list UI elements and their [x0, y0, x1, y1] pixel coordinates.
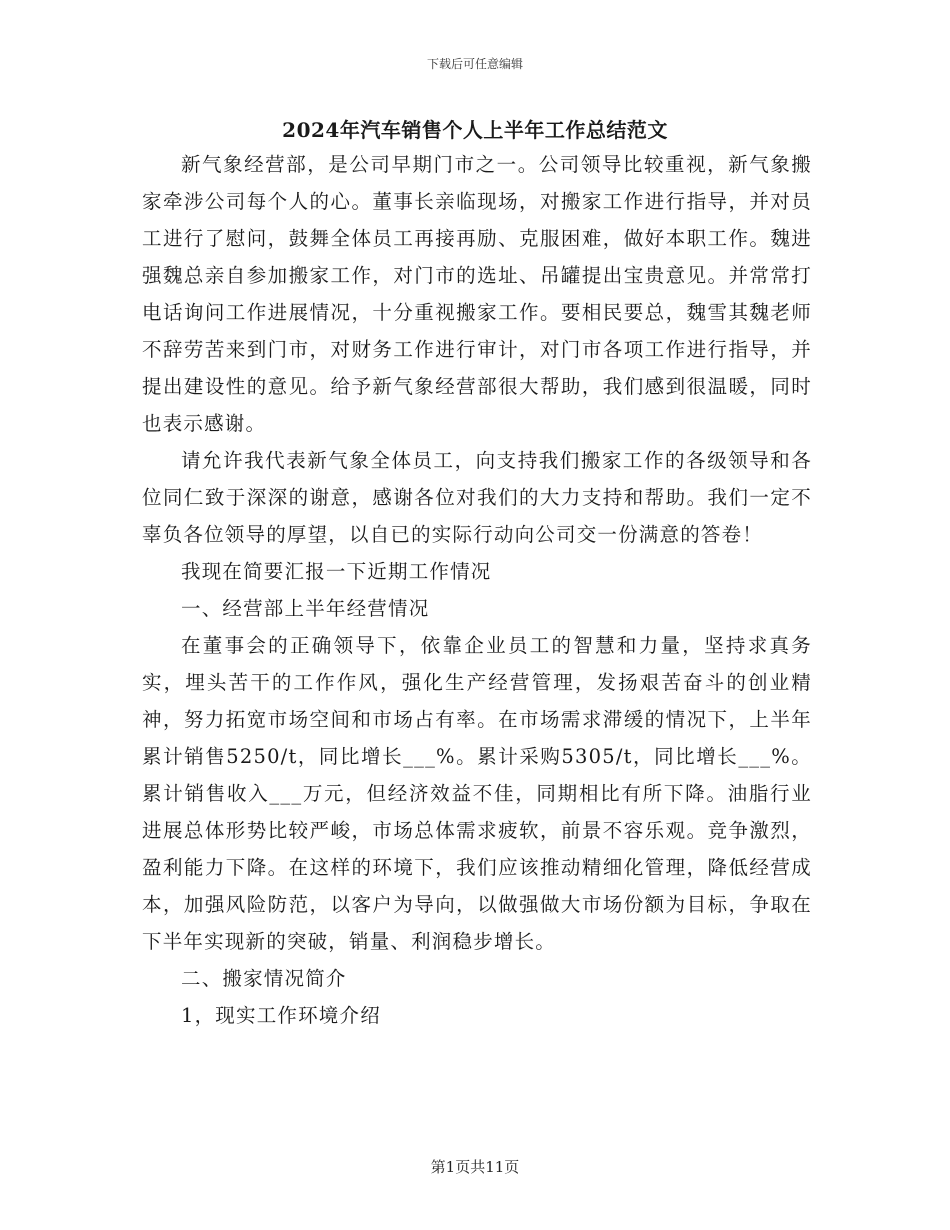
header-note: 下载后可任意编辑 — [426, 57, 523, 71]
paragraph-thanks: 请允许我代表新气象全体员工，向支持我们搬家工作的各级领导和各位同仁致于深深的谢意，感谢各位对我们的大力支持和帮助。我们一定不辜负各位领导的厚望，以自已的实际行动向公司交一份满意的答卷！ — [142, 449, 812, 546]
document-body — [142, 146, 812, 1034]
section-heading-1: 一、经营部上半年经营情况 — [181, 597, 430, 620]
document-title: 2024年汽车销售个人上半年工作总结范文 — [282, 118, 668, 142]
paragraph-operations: 在董事会的正确领导下，依靠企业员工的智慧和力量，坚持求真务实，埋头苦干的工作作风，强化生产经营管理，发扬艰苦奋斗的创业精神，努力拓宽市场空间和市场占有率。在市场需求滞缓的情况下，上半年累计销售5250/t，同比增长___%。累计采购5305/t，同比增长___%。累计销售收入___万元，但经济效益不佳，同期相比有所下降。油脂行业进展总体形势比较严峻，市场总体需求疲软，前景不容乐观。竞争激烈，盈利能力下降。在这样的环境下，我们应该推动精细化管理，降低经营成本，加强风险防范，以客户为导向，以做强做大市场份额为目标，争取在下半年实现新的突破，销量、利润稳步增长。 — [142, 634, 812, 953]
paragraph-report-lead: 我现在简要汇报一下近期工作情况 — [181, 560, 492, 583]
subsection-heading-1: 1，现实工作环境介绍 — [181, 1004, 381, 1027]
section-heading-2: 二、搬家情况简介 — [181, 967, 347, 990]
paragraph-intro: 新气象经营部，是公司早期门市之一。公司领导比较重视，新气象搬家牵涉公司每个人的心。董事长亲临现场，对搬家工作进行指导，并对员工进行了慰问，鼓舞全体员工再接再励、克服困难，做好本职工作。魏进强魏总亲自参加搬家工作，对门市的选址、吊罐提出宝贵意见。并常常打电话询问工作进展情况，十分重视搬家工作。要相民要总，魏雪其魏老师不辞劳苦来到门市，对财务工作进行审计，对门市各项工作进行指导，并提出建设性的意见。给予新气象经营部很大帮助，我们感到很温暖，同时也表示感谢。 — [142, 153, 812, 435]
page-number: 第1页共11页 — [430, 1158, 520, 1176]
